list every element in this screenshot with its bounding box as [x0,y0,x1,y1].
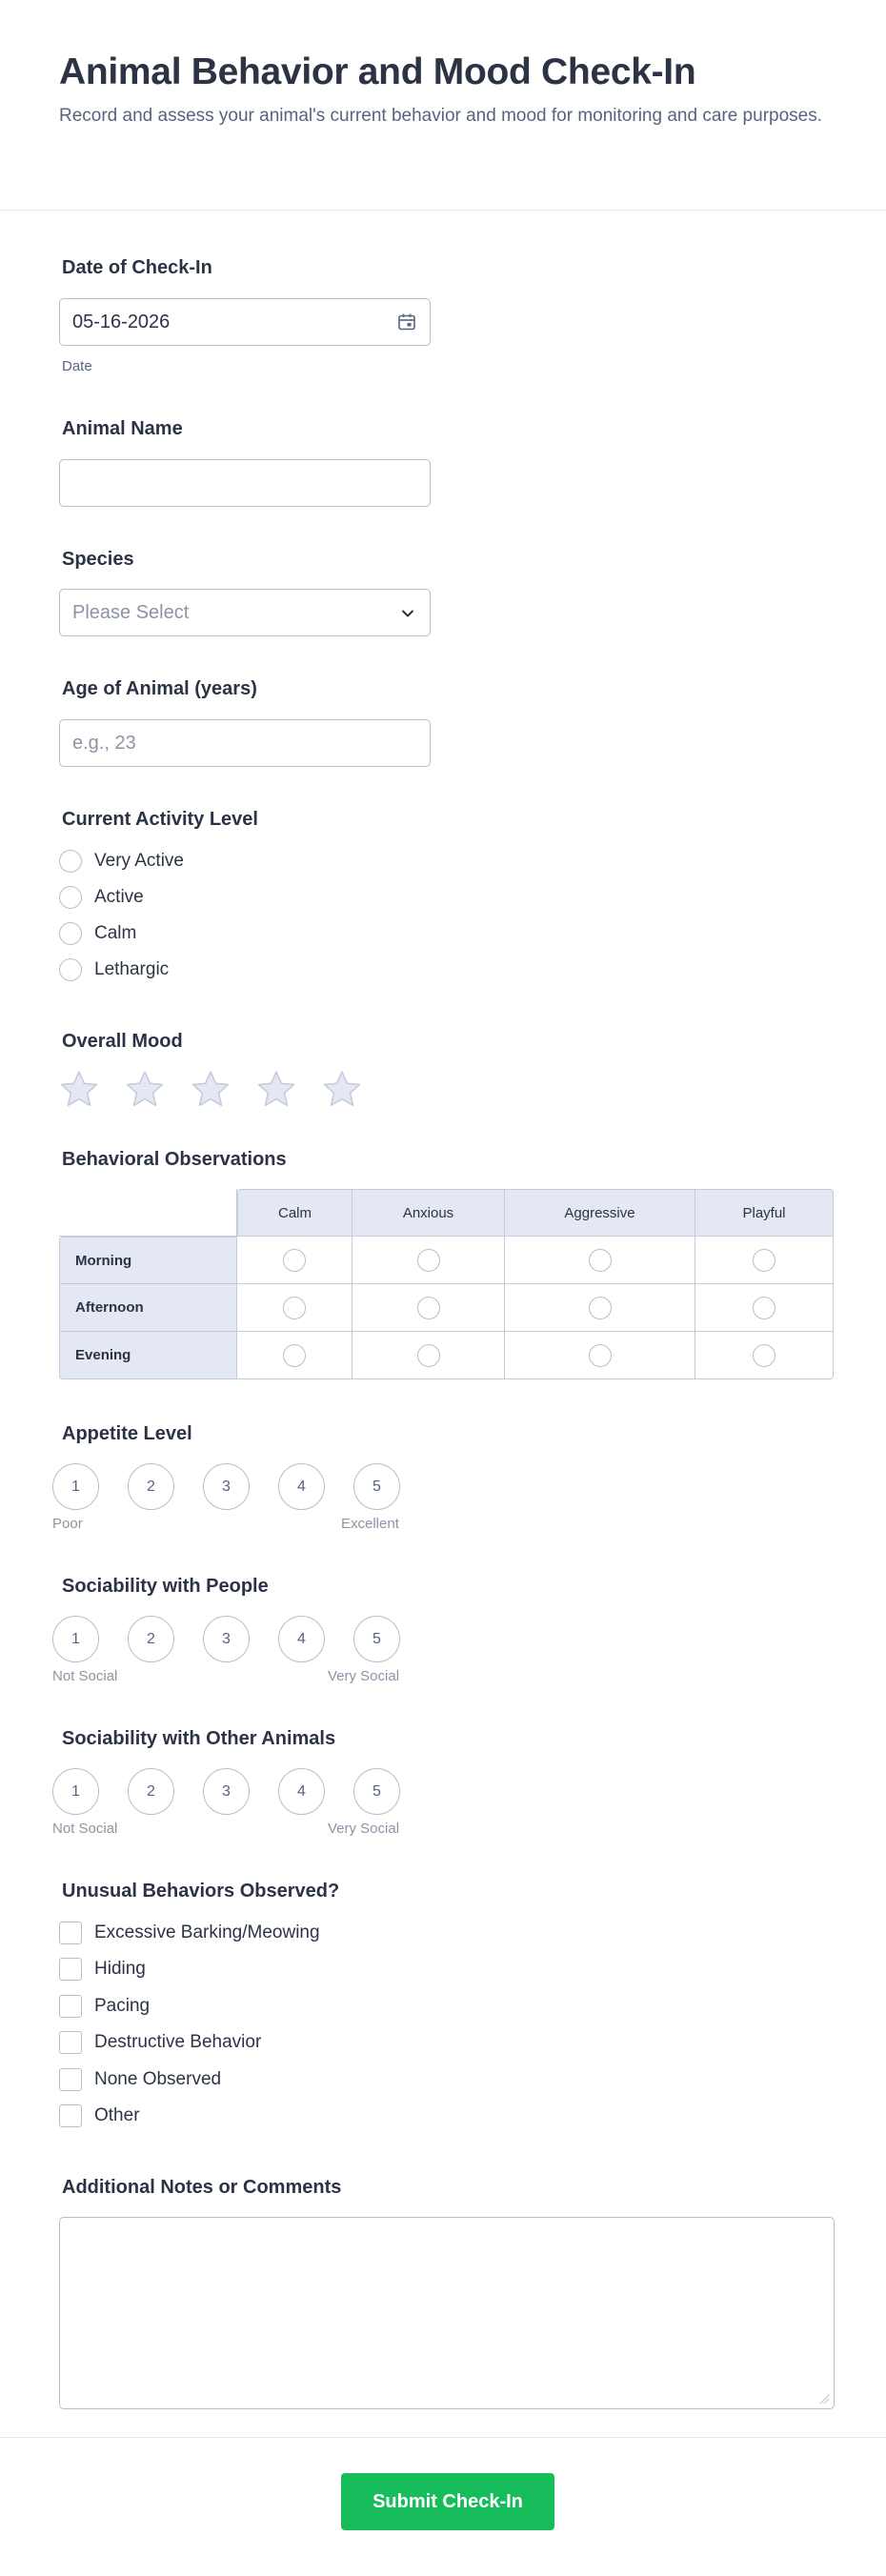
unusual-option-none[interactable]: None Observed [59,2068,221,2091]
radio-button[interactable] [589,1344,612,1367]
species-placeholder: Please Select [72,601,190,623]
scale-option-2[interactable]: 2 [128,1463,174,1510]
matrix-corner [59,1189,237,1237]
social-people-label: Sociability with People [62,1576,269,1597]
scale-option-5[interactable]: 5 [353,1616,400,1662]
mood-label: Overall Mood [62,1031,183,1052]
submit-button[interactable]: Submit Check-In [341,2473,554,2530]
matrix-cell[interactable] [505,1237,695,1284]
animal-name-input[interactable] [59,459,431,507]
radio-button[interactable] [589,1249,612,1272]
radio-button[interactable] [59,850,82,873]
unusual-option-other[interactable]: Other [59,2104,140,2127]
matrix-col-aggressive: Aggressive [505,1189,695,1237]
checkbox[interactable] [59,2104,82,2127]
unusual-option-barking[interactable]: Excessive Barking/Meowing [59,1922,320,1944]
matrix-cell[interactable] [352,1237,505,1284]
checkbox[interactable] [59,1995,82,2018]
star-icon[interactable] [191,1069,231,1109]
resize-handle-icon[interactable] [818,2393,830,2405]
star-icon[interactable] [125,1069,165,1109]
footer-divider [0,2437,886,2438]
appetite-scale[interactable] [52,1463,429,1510]
matrix-cell[interactable] [505,1284,695,1332]
social-people-scale[interactable] [52,1616,429,1662]
matrix-cell[interactable] [237,1237,352,1284]
mood-star-rating[interactable] [59,1069,388,1109]
matrix-cell[interactable] [352,1284,505,1332]
radio-button[interactable] [753,1249,775,1272]
date-sublabel: Date [62,358,92,374]
scale-option-2[interactable]: 2 [128,1616,174,1662]
scale-option-3[interactable]: 3 [203,1463,250,1510]
social-animals-high-label: Very Social [328,1821,400,1837]
date-input[interactable] [59,298,431,346]
age-placeholder: e.g., 23 [72,732,136,754]
date-label: Date of Check-In [62,257,212,278]
scale-option-4[interactable]: 4 [278,1768,325,1815]
calendar-icon[interactable] [397,312,416,332]
radio-button[interactable] [417,1344,440,1367]
matrix-cell[interactable] [695,1284,834,1332]
star-icon[interactable] [256,1069,296,1109]
radio-button[interactable] [283,1297,306,1319]
checkbox[interactable] [59,2031,82,2054]
activity-option-active[interactable]: Active [59,886,144,909]
scale-option-1[interactable]: 1 [52,1616,99,1662]
unusual-option-pacing[interactable]: Pacing [59,1995,150,2018]
social-people-high-label: Very Social [328,1668,400,1684]
form-title: Animal Behavior and Mood Check-In [59,51,696,92]
appetite-low-label: Poor [52,1516,83,1532]
behavior-matrix [59,1189,834,1379]
scale-option-4[interactable]: 4 [278,1463,325,1510]
matrix-cell[interactable] [237,1332,352,1379]
age-input[interactable] [59,719,431,767]
checkbox[interactable] [59,1958,82,1981]
scale-option-5[interactable]: 5 [353,1768,400,1815]
radio-button[interactable] [417,1249,440,1272]
appetite-high-label: Excellent [341,1516,399,1532]
radio-button[interactable] [59,958,82,981]
animal-name-label: Animal Name [62,418,183,439]
form-header [0,0,886,211]
star-icon[interactable] [59,1069,99,1109]
matrix-cell[interactable] [695,1237,834,1284]
age-label: Age of Animal (years) [62,678,257,699]
matrix-row-afternoon: Afternoon [59,1284,237,1332]
activity-option-lethargic[interactable]: Lethargic [59,958,169,981]
activity-option-calm[interactable]: Calm [59,922,136,945]
form-subtitle: Record and assess your animal's current behavior and mood for monitoring and care purposes. [59,106,822,126]
scale-option-3[interactable]: 3 [203,1768,250,1815]
matrix-cell[interactable] [505,1332,695,1379]
unusual-option-hiding[interactable]: Hiding [59,1958,146,1981]
star-icon[interactable] [322,1069,362,1109]
behavior-label: Behavioral Observations [62,1149,287,1170]
matrix-row-evening: Evening [59,1332,237,1379]
notes-label: Additional Notes or Comments [62,2177,342,2198]
scale-option-3[interactable]: 3 [203,1616,250,1662]
matrix-cell[interactable] [695,1332,834,1379]
radio-button[interactable] [59,886,82,909]
matrix-col-anxious: Anxious [352,1189,505,1237]
checkbox[interactable] [59,1922,82,1944]
social-animals-label: Sociability with Other Animals [62,1728,336,1749]
matrix-cell[interactable] [352,1332,505,1379]
scale-option-1[interactable]: 1 [52,1768,99,1815]
social-animals-low-label: Not Social [52,1821,118,1837]
scale-option-2[interactable]: 2 [128,1768,174,1815]
checkbox[interactable] [59,2068,82,2091]
species-select[interactable] [59,589,431,636]
matrix-row-morning: Morning [59,1237,237,1284]
radio-button[interactable] [753,1344,775,1367]
radio-button[interactable] [283,1249,306,1272]
radio-button[interactable] [59,922,82,945]
radio-button[interactable] [417,1297,440,1319]
activity-option-very-active[interactable]: Very Active [59,850,184,873]
unusual-label: Unusual Behaviors Observed? [62,1881,340,1902]
social-animals-scale[interactable] [52,1768,429,1815]
matrix-col-playful: Playful [695,1189,834,1237]
scale-option-1[interactable]: 1 [52,1463,99,1510]
radio-button[interactable] [283,1344,306,1367]
matrix-col-calm: Calm [237,1189,352,1237]
radio-button[interactable] [589,1297,612,1319]
date-value: 05-16-2026 [72,311,171,332]
scale-option-4[interactable]: 4 [278,1616,325,1662]
unusual-option-destructive[interactable]: Destructive Behavior [59,2031,261,2054]
matrix-cell[interactable] [237,1284,352,1332]
scale-option-5[interactable]: 5 [353,1463,400,1510]
species-label: Species [62,549,134,570]
activity-label: Current Activity Level [62,809,258,830]
notes-textarea[interactable] [59,2217,835,2409]
appetite-label: Appetite Level [62,1423,192,1444]
chevron-down-icon [399,605,416,622]
social-people-low-label: Not Social [52,1668,118,1684]
radio-button[interactable] [753,1297,775,1319]
